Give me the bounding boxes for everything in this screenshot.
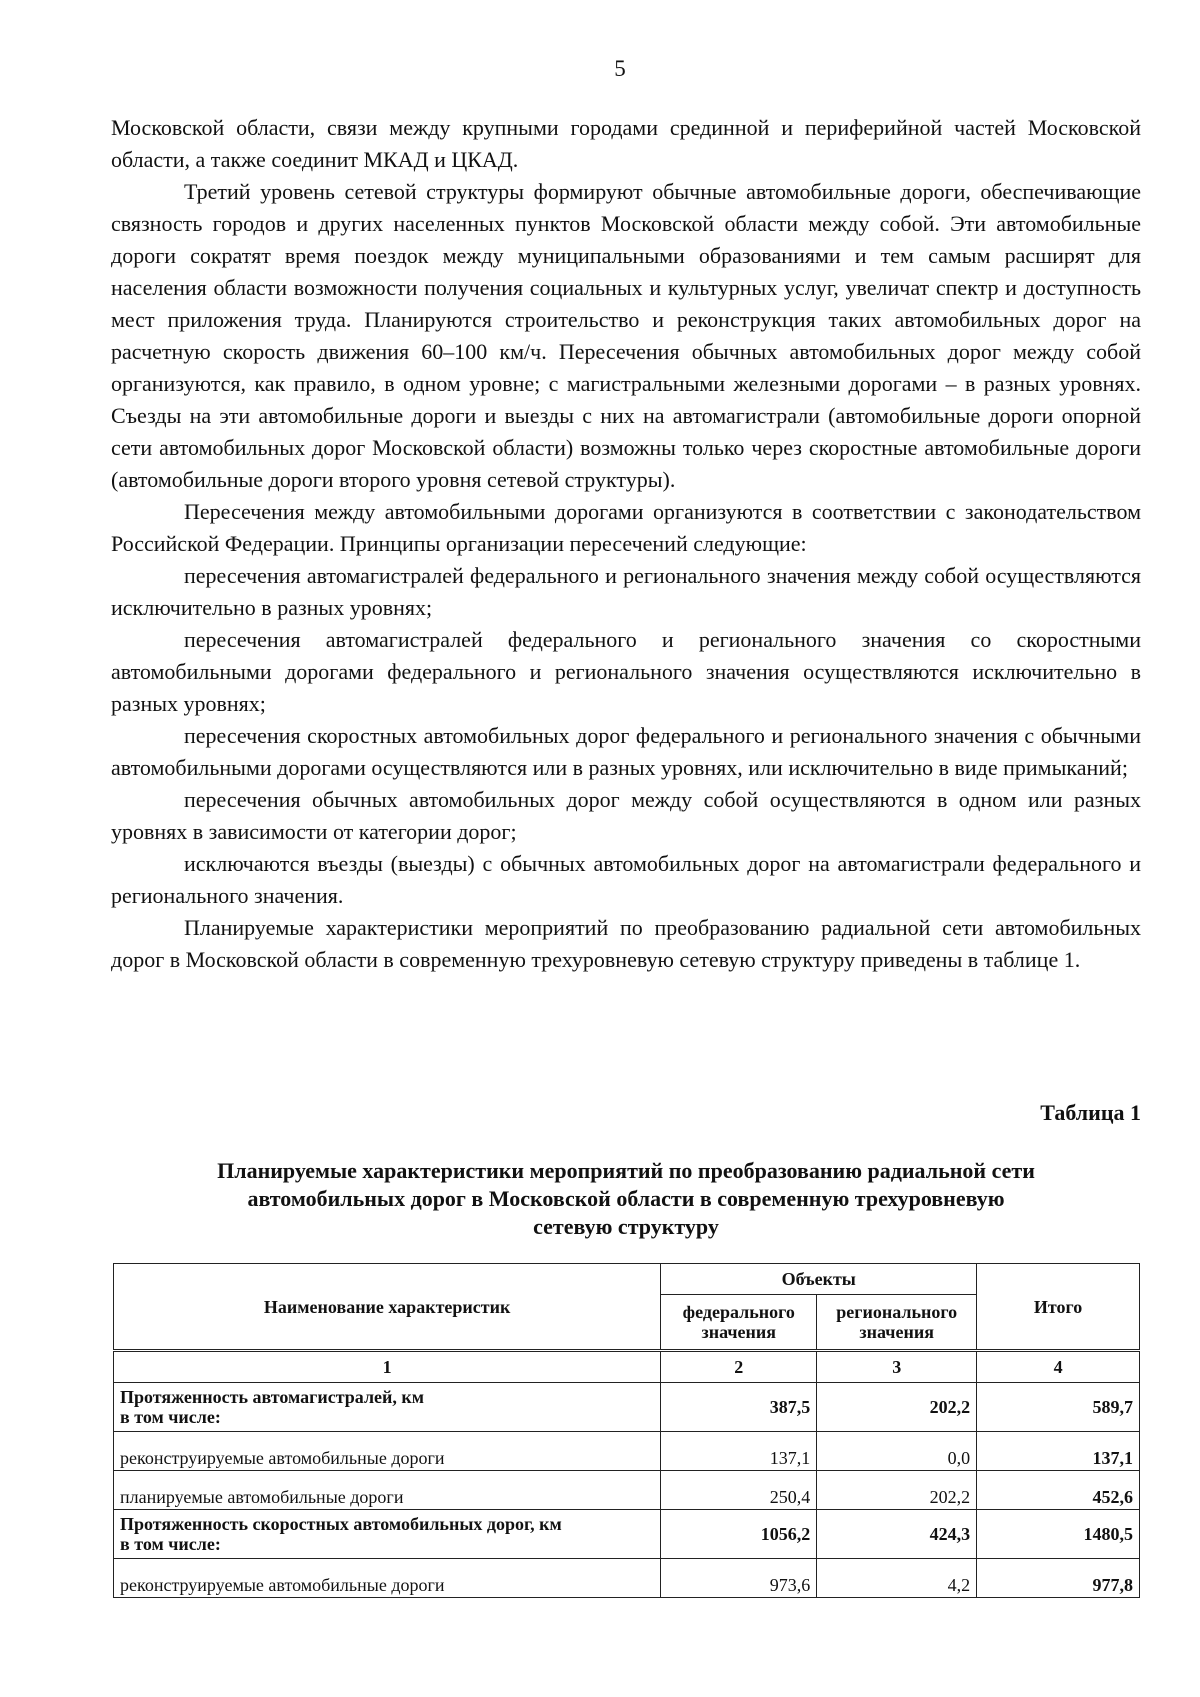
paragraph: Московской области, связи между крупными городами срединной и периферийной частей Московской области, а также соединит МКАД и ЦКАД.: [111, 115, 1141, 172]
paragraph: пересечения автомагистралей федерального и регионального значения со скоростными автомобильными дорогами федерального и регионального значения осуществляются исключительно в разных уровнях;: [111, 627, 1141, 716]
table-row: [114, 1383, 1140, 1432]
cell-total: 589,7: [977, 1383, 1140, 1432]
column-number: 3: [817, 1351, 977, 1383]
column-number: 2: [661, 1351, 817, 1383]
table-row: [114, 1432, 1140, 1471]
table-row: [114, 1559, 1140, 1598]
table-title-line: Планируемые характеристики мероприятий по преобразованию радиальной сети: [217, 1158, 1035, 1183]
cell-regional: 0,0: [817, 1432, 977, 1471]
cell-regional: 202,2: [817, 1383, 977, 1432]
row-label: планируемые автомобильные дороги: [114, 1471, 661, 1510]
characteristics-table: [113, 1263, 1140, 1598]
header-name: Наименование характеристик: [114, 1264, 661, 1351]
table-title-line: автомобильных дорог в Московской области в современную трехуровневую: [247, 1186, 1005, 1211]
body-text: [111, 112, 1141, 976]
row-label: реконструируемые автомобильные дороги: [114, 1559, 661, 1598]
row-label-line: Протяженность скоростных автомобильных дорог, км: [120, 1514, 562, 1534]
paragraph: Планируемые характеристики мероприятий по преобразованию радиальной сети автомобильных дорог в Московской области в современную трехуровневую сетевую структуру приведены в таблице 1.: [111, 915, 1141, 972]
row-label: [114, 1383, 661, 1432]
cell-federal: 387,5: [661, 1383, 817, 1432]
header-objects: Объекты: [661, 1264, 977, 1295]
cell-regional: 202,2: [817, 1471, 977, 1510]
row-label: [114, 1510, 661, 1559]
paragraph: Пересечения между автомобильными дорогами организуются в соответствии с законодательством Российской Федерации. Принципы организации пересечений следующие:: [111, 499, 1141, 556]
row-label-line: Протяженность автомагистралей, км: [120, 1387, 425, 1407]
header-regional: регионального значения: [817, 1295, 977, 1351]
cell-federal: 250,4: [661, 1471, 817, 1510]
cell-total: 977,8: [977, 1559, 1140, 1598]
header-total: Итого: [977, 1264, 1140, 1351]
table-label: Таблица 1: [1040, 1100, 1141, 1125]
paragraph: пересечения скоростных автомобильных дорог федерального и регионального значения с обычными автомобильными дорогами осуществляются или в разных уровнях, или исключительно в виде примыканий;: [111, 723, 1141, 780]
cell-federal: 1056,2: [661, 1510, 817, 1559]
page-number: 5: [614, 56, 626, 81]
table-row: [114, 1471, 1140, 1510]
row-label-line: в том числе:: [120, 1534, 221, 1554]
paragraph: пересечения автомагистралей федерального и регионального значения между собой осуществляются исключительно в разных уровнях;: [111, 563, 1141, 620]
table-title: [111, 1157, 1141, 1241]
header-federal: федерального значения: [661, 1295, 817, 1351]
table-title-line: сетевую структуру: [533, 1214, 719, 1239]
cell-total: 137,1: [977, 1432, 1140, 1471]
column-number: 4: [977, 1351, 1140, 1383]
cell-regional: 424,3: [817, 1510, 977, 1559]
row-label: реконструируемые автомобильные дороги: [114, 1432, 661, 1471]
paragraph: Третий уровень сетевой структуры формируют обычные автомобильные дороги, обеспечивающие связность городов и других населенных пунктов Московской области между собой. Эти автомобильные дороги сократят время поездок между муниципальными образованиями и тем самым расширят для населения области возможности получения социальных и культурных услуг, увеличат спектр и доступность мест приложения труда. Планируются строительство и реконструкция таких автомобильных дорог на расчетную скорость движения 60–100 км/ч. Пересечения обычных автомобильных дорог между собой организуются, как правило, в одном уровне; с магистральными железными дорогами – в разных уровнях. Съезды на эти автомобильные дороги и выезды с них на автомагистрали (автомобильные дороги опорной сети автомобильных дорог Московской области) возможны только через скоростные автомобильные дороги (автомобильные дороги второго уровня сетевой структуры).: [111, 179, 1141, 492]
row-label-line: в том числе:: [120, 1407, 221, 1427]
cell-total: 1480,5: [977, 1510, 1140, 1559]
cell-total: 452,6: [977, 1471, 1140, 1510]
paragraph: исключаются въезды (выезды) с обычных автомобильных дорог на автомагистрали федерального и регионального значения.: [111, 851, 1141, 908]
cell-regional: 4,2: [817, 1559, 977, 1598]
column-number: 1: [114, 1351, 661, 1383]
cell-federal: 973,6: [661, 1559, 817, 1598]
cell-federal: 137,1: [661, 1432, 817, 1471]
column-number-row: [114, 1351, 1140, 1383]
paragraph: пересечения обычных автомобильных дорог между собой осуществляются в одном или разных уровнях в зависимости от категории дорог;: [111, 787, 1141, 844]
table-row: [114, 1510, 1140, 1559]
table-header-row: [114, 1264, 1140, 1295]
